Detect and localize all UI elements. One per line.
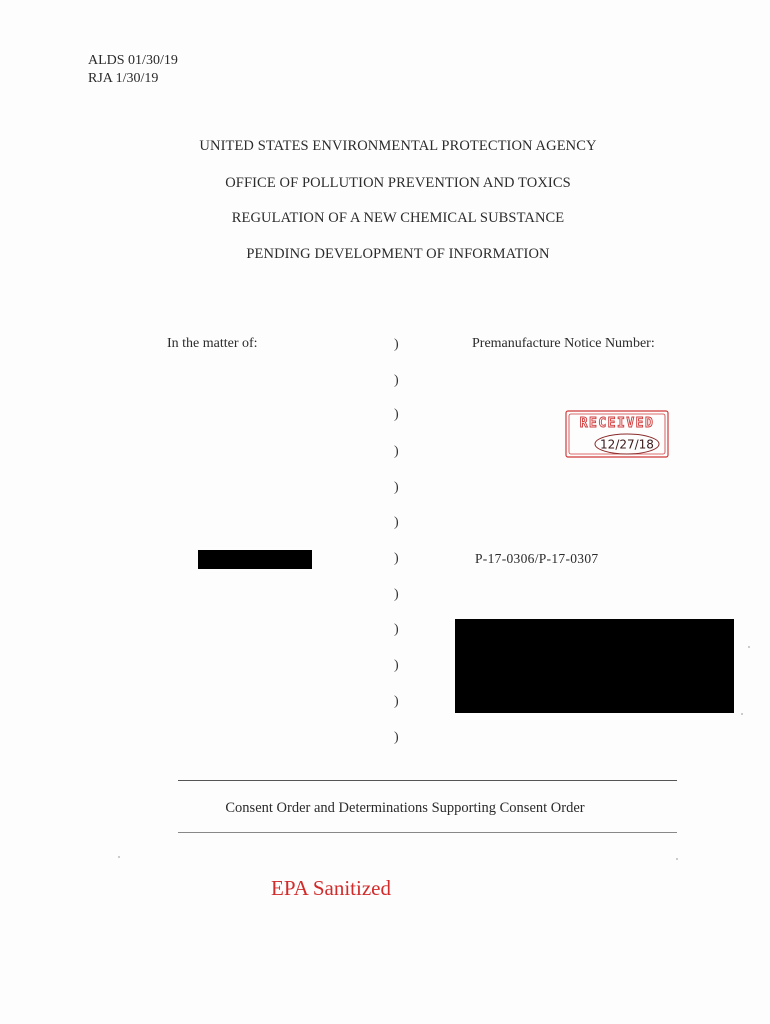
initials-rja: RJA 1/30/19 (88, 71, 159, 86)
pmn-number: P-17-0306/P-17-0307 (475, 551, 599, 566)
document-title: Consent Order and Determinations Supporting Consent Order (225, 800, 585, 816)
caption-paren: ) (394, 407, 399, 422)
caption-paren: ) (394, 373, 399, 388)
received-stamp (565, 410, 669, 458)
caption-paren: ) (394, 480, 399, 495)
heading-pending: PENDING DEVELOPMENT OF INFORMATION (246, 246, 550, 262)
stamp-date: 12/27/18 (600, 437, 654, 452)
caption-paren: ) (394, 587, 399, 602)
caption-paren: ) (394, 551, 399, 566)
title-rule-top (178, 780, 677, 781)
scan-speck (748, 646, 750, 648)
heading-regulation: REGULATION OF A NEW CHEMICAL SUBSTANCE (231, 210, 565, 226)
initials-alds: ALDS 01/30/19 (88, 53, 178, 68)
title-rule-bottom (178, 832, 677, 833)
caption-paren: ) (394, 622, 399, 637)
caption-paren: ) (394, 444, 399, 459)
pmn-label: Premanufacture Notice Number: (472, 336, 655, 351)
caption-paren: ) (394, 694, 399, 709)
redaction-chemical-identity (455, 619, 734, 713)
scan-speck (118, 856, 120, 858)
scan-speck (741, 713, 743, 715)
redaction-submitter (198, 550, 312, 569)
caption-paren: ) (394, 515, 399, 530)
epa-sanitized-watermark: EPA Sanitized (271, 876, 391, 900)
heading-office: OFFICE OF POLLUTION PREVENTION AND TOXICS (225, 175, 571, 191)
caption-paren: ) (394, 658, 399, 673)
caption-paren: ) (394, 730, 399, 745)
stamp-label: RECEIVED (579, 416, 655, 431)
scan-speck (676, 858, 678, 860)
heading-agency: UNITED STATES ENVIRONMENTAL PROTECTION AGENCY (199, 138, 597, 154)
caption-paren: ) (394, 337, 399, 352)
matter-label: In the matter of: (167, 336, 258, 351)
